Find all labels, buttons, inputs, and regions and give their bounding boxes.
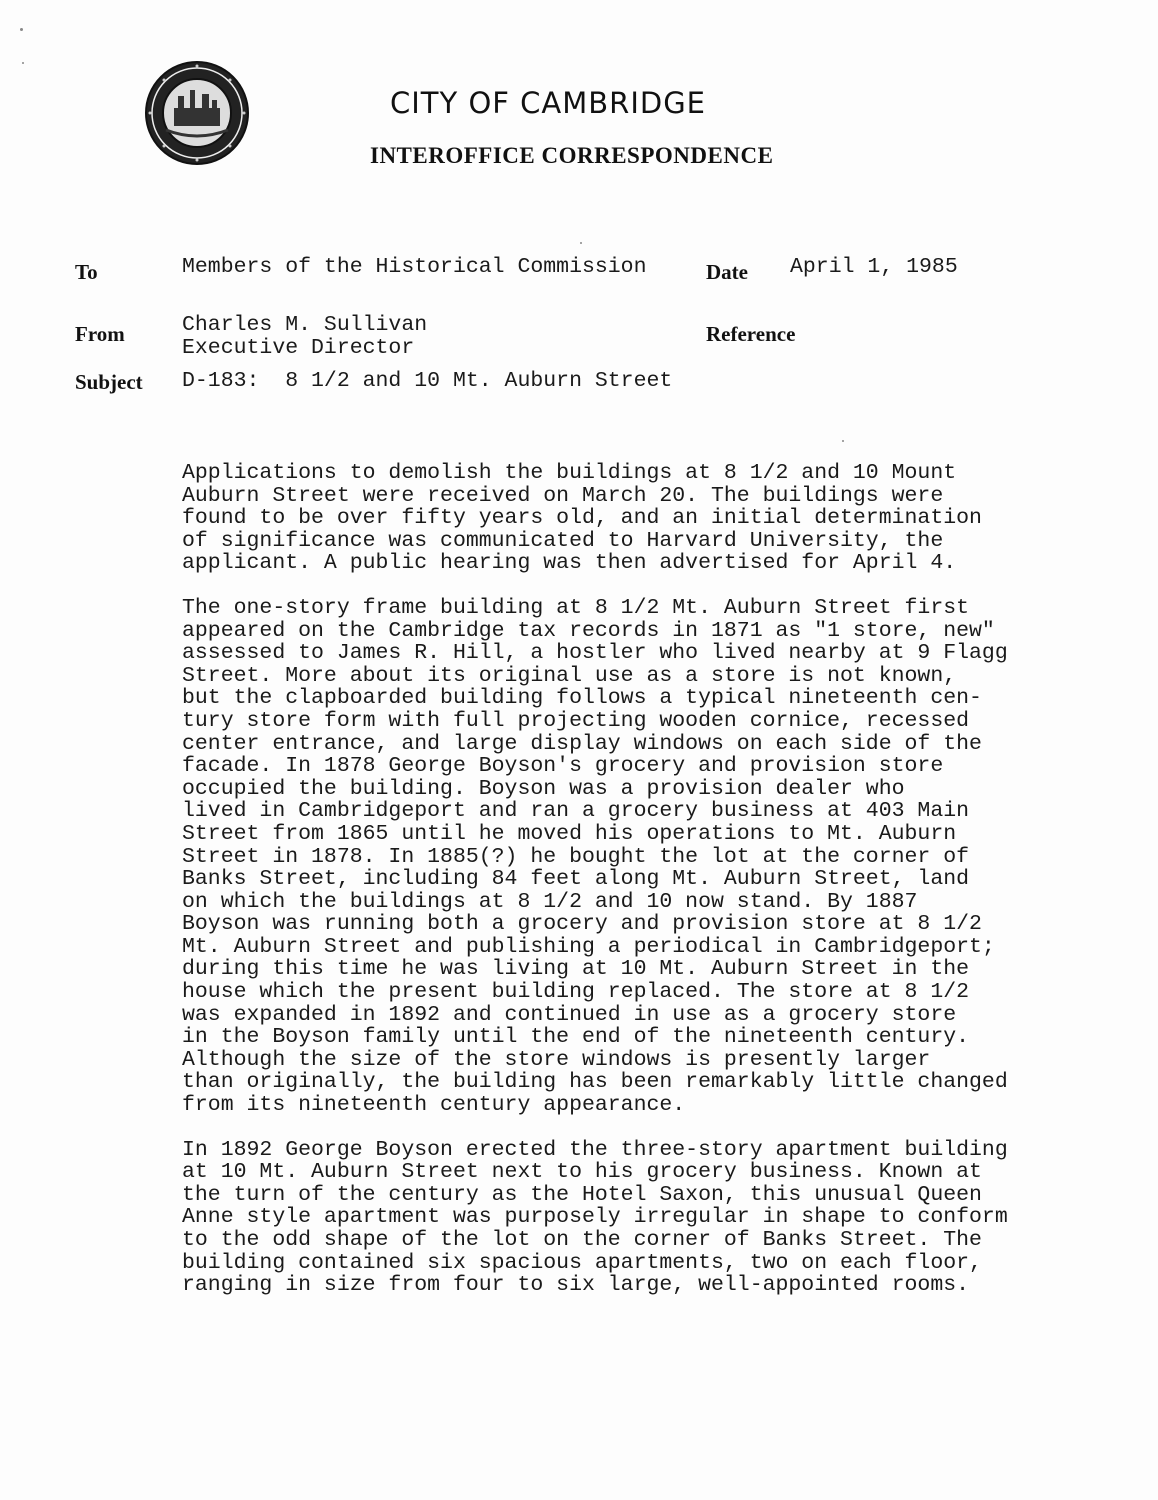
body-paragraph: Applications to demolish the buildings at 8 1/2 and 10 Mount Auburn Street were received on March 20. The buildings were found to be over fifty years old, and an initial determination of significance was communicated to Harvard University, the applicant. A public hearing was then advertised for April 4.: [182, 461, 982, 576]
date-label: Date: [706, 260, 748, 284]
from-name: Charles M. Sullivan: [182, 313, 428, 337]
memo-body: [182, 462, 1082, 1319]
body-paragraph: In 1892 George Boyson erected the three-story apartment building at 10 Mt. Auburn Street next to his grocery business. Known at the turn of the century as the Hotel Saxon, this unusual Queen Anne style apartment was purposely irregular in shape to conform to the odd shape of the lot on the corner of Banks Street. The building contained six spacious apartments, two on each floor, ranging in size from four to six large, well-appointed rooms.: [182, 1137, 1008, 1298]
city-seal-icon: [144, 60, 250, 166]
to-label: To: [75, 260, 98, 284]
scan-speck: [580, 242, 582, 244]
reference-label: Reference: [706, 322, 796, 346]
org-title: CITY OF CAMBRIDGE: [390, 86, 707, 120]
body-paragraph: The one-story frame building at 8 1/2 Mt. Auburn Street first appeared on the Cambridge tax records in 1871 as "1 store, new" assessed to James R. Hill, a hostler who lived nearby at 9 Flagg Street. More about its original use as a store is not known, but the clapboarded building follows a typical nineteenth cen- tury store form with full projecting wooden cornice, recessed center entrance, and large display windows on each side of the facade. In 1878 George Boyson's grocery and provision store occupied the building. Boyson was a provision dealer who lived in Cambridgeport and ran a grocery business at 403 Main Street from 1865 until he moved his operations to Mt. Auburn Street in 1878. In 1885(?) he bought the lot at the corner of Banks Street, including 84 feet along Mt. Auburn Street, land on which the buildings at 8 1/2 and 10 now stand. By 1887 Boyson was running both a grocery and provision store at 8 1/2 Mt. Auburn Street and publishing a periodical in Cambridgeport; during this time he was living at 10 Mt. Auburn Street in the house which the present building replaced. The store at 8 1/2 was expanded in 1892 and continued in use as a grocery store in the Boyson family until the end of the nineteenth century. Although the size of the store windows is presently larger than originally, the building has been remarkably little changed from its nineteenth century appearance.: [182, 595, 1008, 1118]
scan-speck: [22, 62, 24, 64]
scan-speck: [20, 28, 23, 31]
to-value: Members of the Historical Commission: [182, 255, 647, 279]
subject-value: D-183: 8 1/2 and 10 Mt. Auburn Street: [182, 369, 673, 393]
subject-label: Subject: [75, 370, 143, 394]
scan-speck: [842, 440, 844, 442]
from-title: Executive Director: [182, 336, 415, 360]
date-value: April 1, 1985: [790, 255, 958, 279]
from-label: From: [75, 322, 125, 346]
document-type: INTEROFFICE CORRESPONDENCE: [370, 143, 774, 168]
